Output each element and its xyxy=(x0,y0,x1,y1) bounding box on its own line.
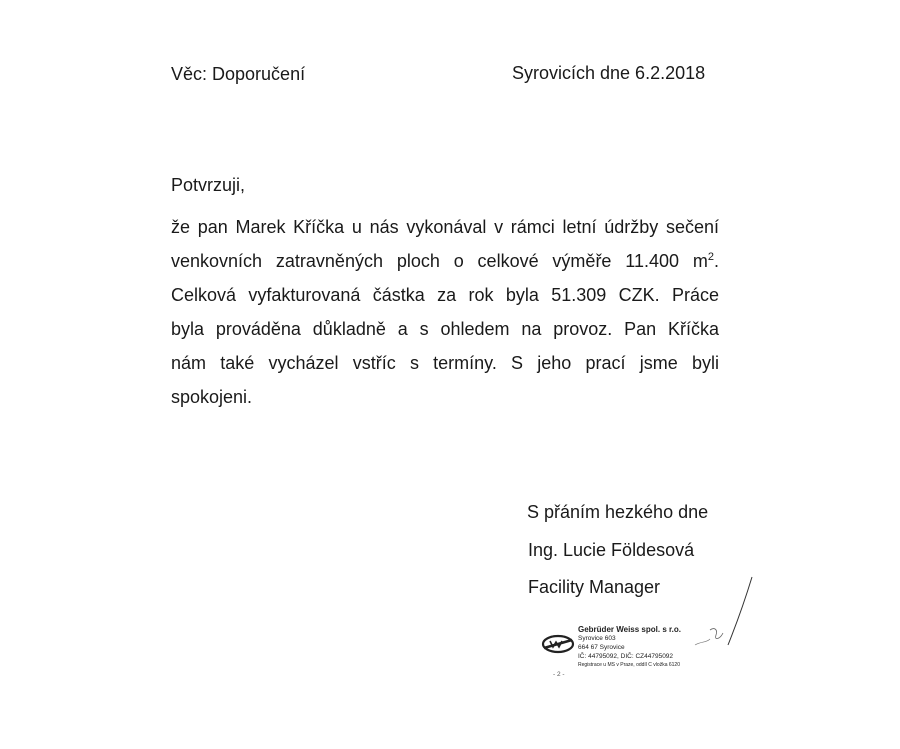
stamp-city: 664 67 Syrovice xyxy=(578,644,625,651)
place-date: Syrovicích dne 6.2.2018 xyxy=(512,63,706,83)
stamp-company: Gebrüder Weiss spol. s r.o. xyxy=(578,625,681,634)
signer-role: Facility Manager xyxy=(528,577,661,597)
handwritten-signature-icon xyxy=(690,575,760,655)
stamp-code: - 2 - xyxy=(553,671,565,678)
subject-line: Věc: Doporučení xyxy=(171,64,306,84)
body-line: že pan Marek Kříčka u nás vykonával v rámci letní údržby sečení xyxy=(171,217,719,237)
body-line-text: venkovních zatravněných ploch o celkové výměře 11.400 m xyxy=(171,251,708,271)
company-logo-icon xyxy=(541,633,575,655)
area-superscript: 2 xyxy=(707,251,714,263)
body-line: nám také vycházel vstříc s termíny. S jeho prací jsme byli xyxy=(171,353,719,373)
stamp-ids: IČ: 44795092, DIČ: CZ44795092 xyxy=(578,653,674,660)
stamp-text xyxy=(578,625,681,670)
area-suffix: . xyxy=(713,251,719,271)
body-line: Celková vyfakturovaná částka za rok byla 51.309 CZK. Práce xyxy=(171,285,719,305)
signer-name: Ing. Lucie Földesová xyxy=(528,540,695,560)
body-line: spokojeni. xyxy=(171,387,253,407)
company-stamp xyxy=(541,625,711,685)
body-line: byla prováděna důkladně a s ohledem na provoz. Pan Kříčka xyxy=(171,319,719,339)
body-line xyxy=(171,244,719,278)
stamp-registration: Registrace u MS v Praze, oddíl C vložka 6120 xyxy=(578,662,680,668)
greeting: Potvrzuji, xyxy=(171,175,246,195)
closing: S přáním hezkého dne xyxy=(527,502,709,522)
stamp-street: Syrovice 603 xyxy=(578,635,616,642)
letter-body xyxy=(171,210,719,414)
